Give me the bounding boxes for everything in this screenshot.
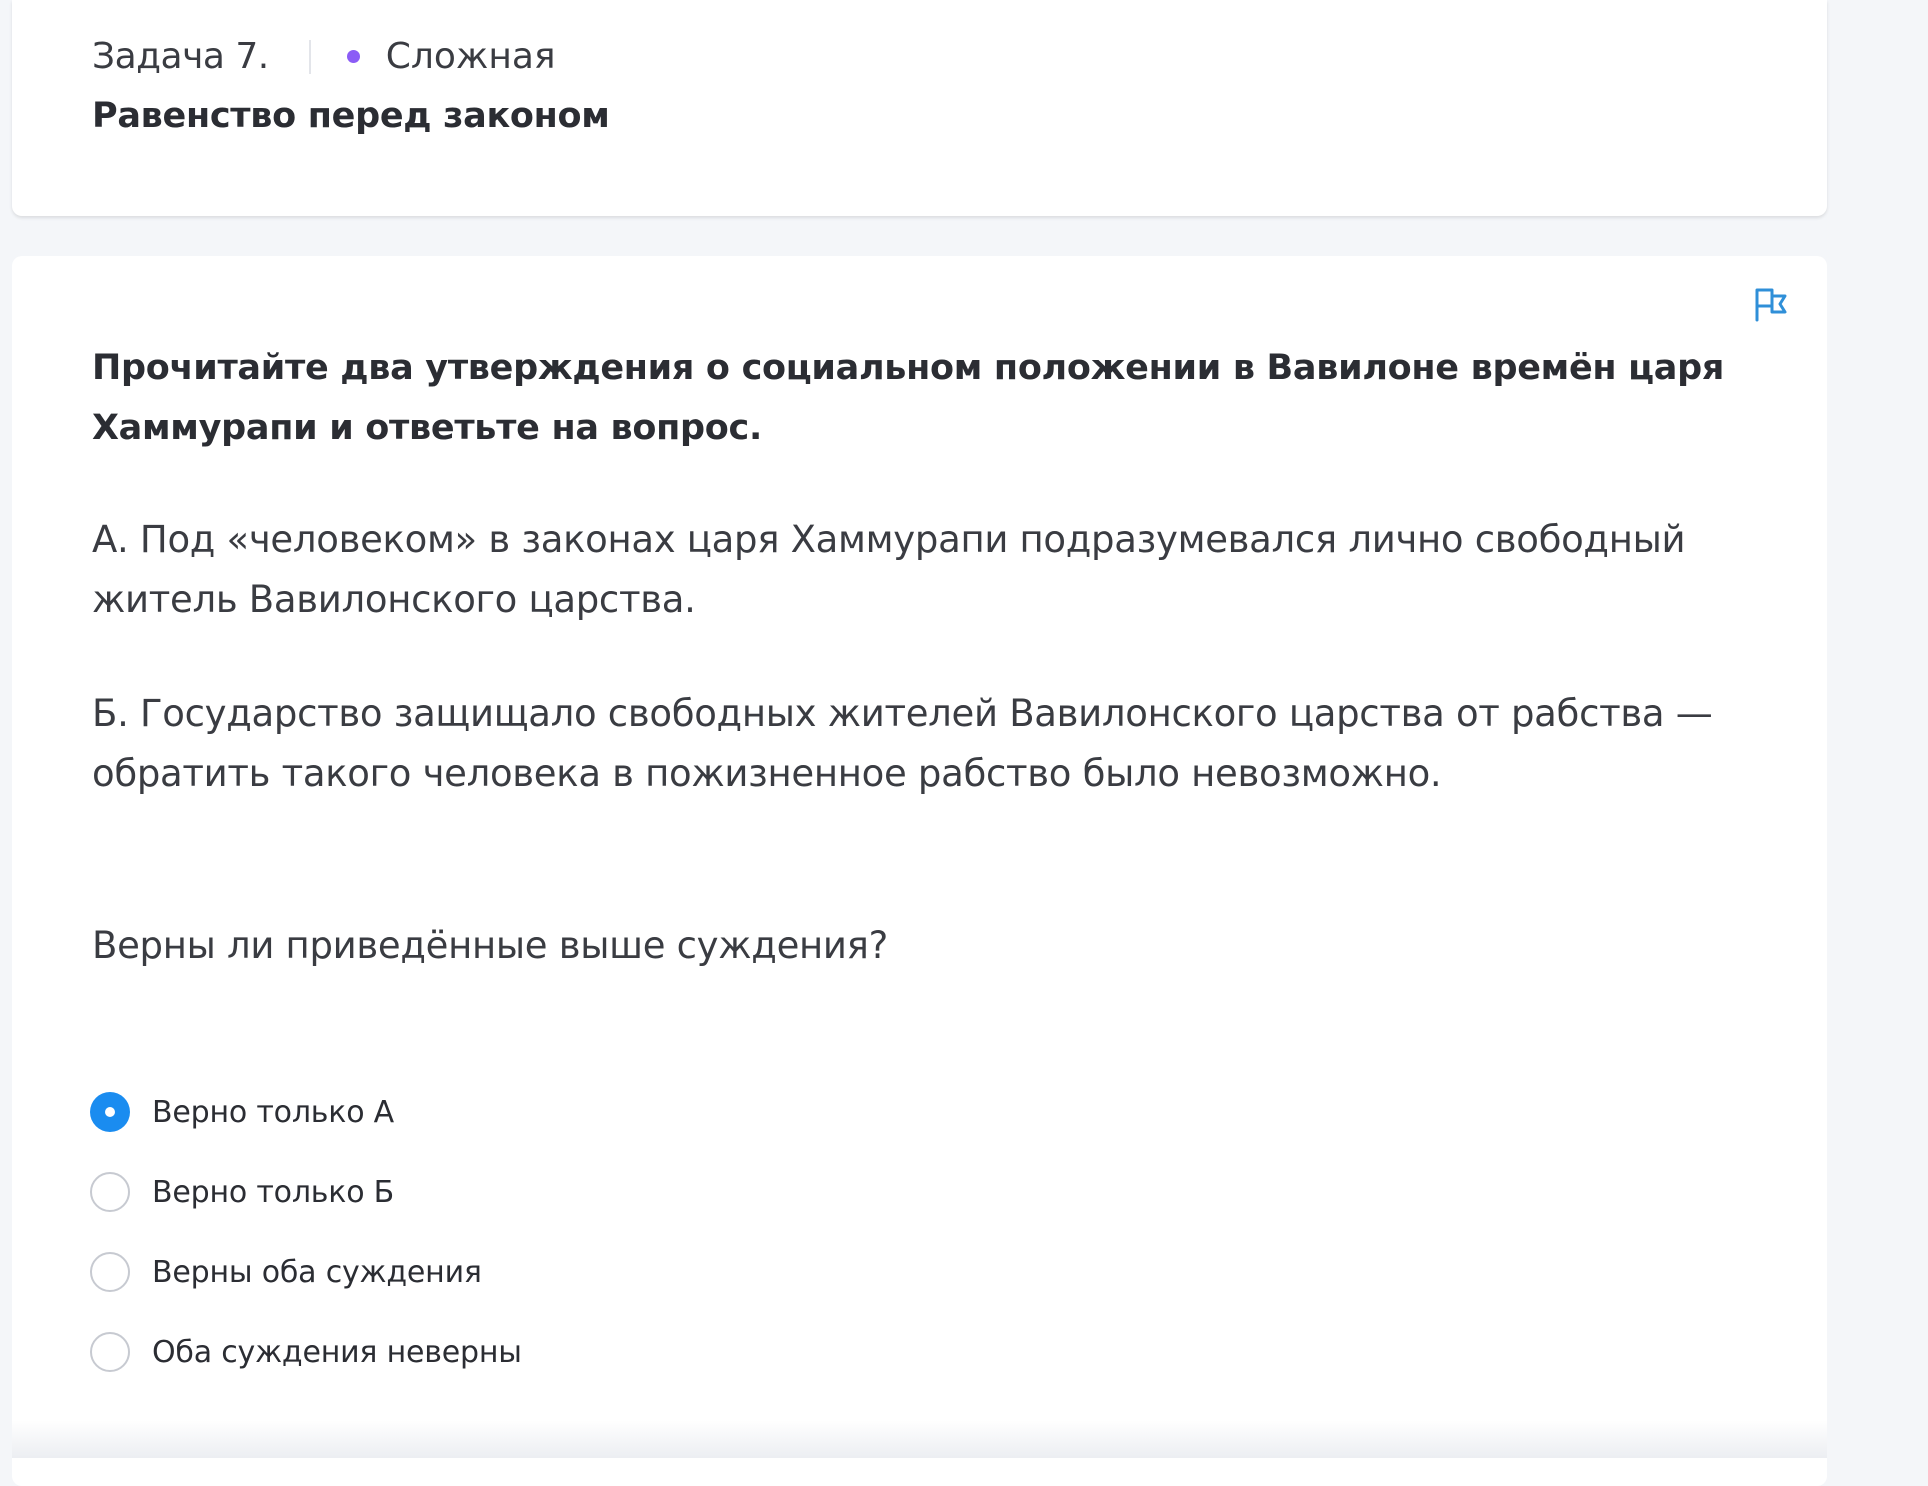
statement-a: А. Под «человеком» в законах царя Хаммурапи подразумевался лично свободный житель Вавилонского царства. [92,518,1686,621]
meta-divider [309,40,311,74]
flag-icon[interactable] [1753,286,1789,322]
question-prompt: Верны ли приведённые выше суждения? [92,924,888,967]
option-both-false[interactable] [90,1312,522,1392]
bottom-shade [12,1420,1827,1458]
question-instruction: Прочитайте два утверждения о социальном положении в Вавилоне времён царя Хаммурапи и ответьте на вопрос. [92,348,1725,448]
option-label: Оба суждения неверны [152,1334,522,1370]
option-only-a[interactable] [90,1072,522,1152]
task-header-card [12,0,1827,216]
task-number: Задача 7. [92,36,269,77]
difficulty-label: Сложная [385,36,556,77]
option-only-b[interactable] [90,1152,522,1232]
difficulty-dot-icon [347,50,360,63]
option-label: Верно только А [152,1094,395,1130]
radio-icon[interactable] [90,1172,130,1212]
task-title: Равенство перед законом [92,96,610,136]
answer-options [90,1072,522,1392]
option-label: Верны оба суждения [152,1254,482,1290]
statement-b: Б. Государство защищало свободных жителей Вавилонского царства от рабства — обратить такого человека в пожизненное рабство было невозможно. [92,692,1713,795]
radio-icon[interactable] [90,1252,130,1292]
option-both-true[interactable] [90,1232,522,1312]
radio-selected-icon[interactable] [90,1092,130,1132]
question-card [12,256,1827,1486]
radio-icon[interactable] [90,1332,130,1372]
task-meta [92,36,556,77]
option-label: Верно только Б [152,1174,395,1210]
